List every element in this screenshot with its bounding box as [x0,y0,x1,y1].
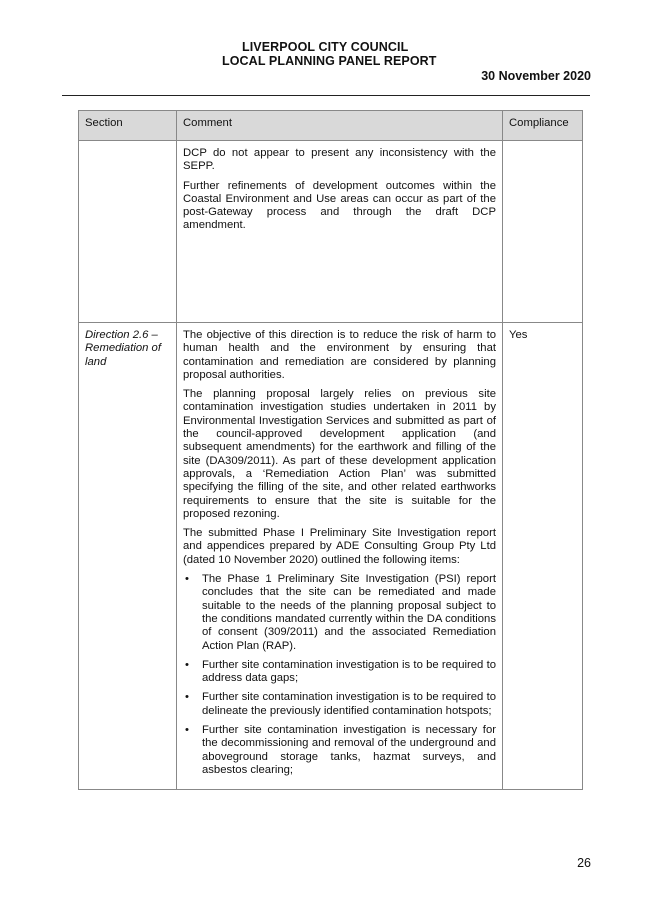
bullet-text: Further site contamination investigation is necessary for the decommissioning and removal of the underground and aboveground storage tanks, hazmat surveys, and asbestos clearing; [202,724,496,776]
bullet-icon: • [185,573,189,586]
row2-compliance-cell: Yes [503,323,583,790]
list-item [183,724,496,777]
row2-comment-cell [177,323,503,790]
list-item [183,573,496,653]
bullet-icon: • [185,691,189,704]
page-number: 26 [577,856,591,870]
list-item [183,659,496,686]
table-row [79,323,583,790]
row1-paragraph: DCP do not appear to present any inconsistency with the SEPP. [183,147,496,173]
council-name: LIVERPOOL CITY COUNCIL [242,40,409,54]
column-header-compliance: Compliance [503,111,583,141]
table-row [79,141,583,323]
bullet-text: The Phase 1 Preliminary Site Investigation (PSI) report concludes that the site can be remediated and made suitable to the needs of the planning proposal subject to the conditions mandated currently within the DA conditions of consent (309/2011) and the associated Remediation Action Plan (RAP). [202,573,496,652]
column-header-comment: Comment [177,111,503,141]
header-divider [62,95,590,96]
bullet-icon: • [185,724,189,737]
compliance-table [78,110,583,790]
column-header-section: Section [79,111,177,141]
list-item [183,691,496,718]
row1-section-cell [79,141,177,323]
row2-bullet-list [183,573,496,777]
row1-paragraph: Further refinements of development outcomes within the Coastal Environment and Use areas can occur as part of the post-Gateway process and through the draft DCP amendment. [183,179,496,232]
row2-paragraph: The submitted Phase I Preliminary Site Investigation report and appendices prepared by ADE Consulting Group Pty Ltd (dated 10 November 2020) outlined the following items: [183,527,496,566]
bullet-text: Further site contamination investigation is to be required to address data gaps; [202,658,496,685]
row1-compliance-cell [503,141,583,323]
row2-paragraph: The planning proposal largely relies on previous site contamination investigation studies undertaken in 2011 by Environmental Investigation Services and submitted as part of the council-approved development application (and subsequent amendments) for the earthwork and filling of the site (DA309/2011). As part of these development application approvals, a ‘Remediation Action Plan’ was submitted specifying the filling of the site, and other related earthworks requirements to ensure that the site is suitable for the proposed rezoning. [183,388,496,520]
row2-section-cell: Direction 2.6 – Remediation of land [79,323,177,790]
table-header-row [79,111,583,141]
bullet-text: Further site contamination investigation is to be required to delineate the previously identified contamination hotspots; [202,691,496,717]
row2-paragraph: The objective of this direction is to reduce the risk of harm to human health and the environment by ensuring that contamination and remediation are considered by planning proposal authorities. [183,329,496,381]
report-date: 30 November 2020 [481,69,591,83]
bullet-icon: • [185,658,189,671]
report-title: LOCAL PLANNING PANEL REPORT [222,54,437,68]
row1-comment-cell [177,141,503,323]
